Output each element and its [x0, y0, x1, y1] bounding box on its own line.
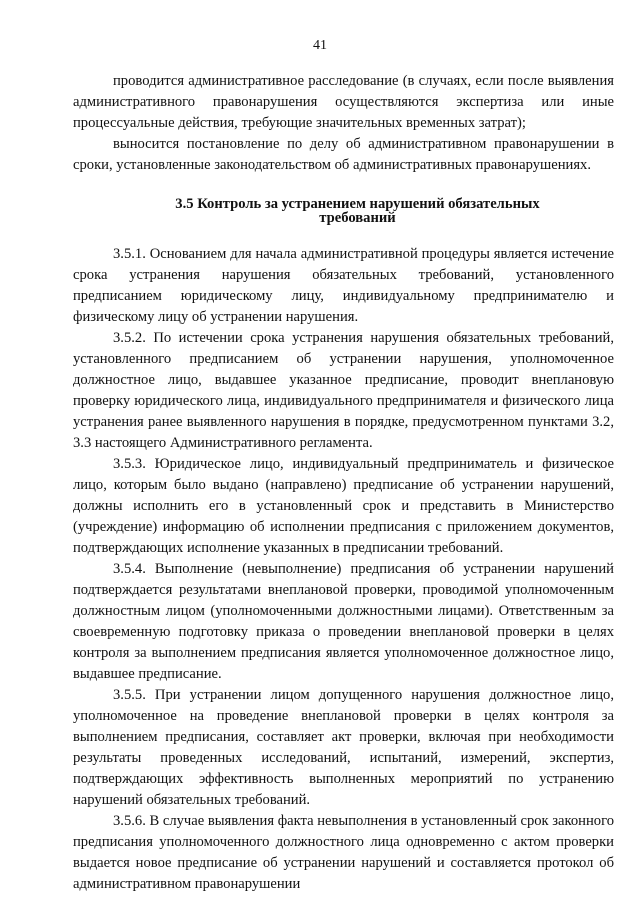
page-number: 41: [313, 38, 327, 53]
paragraph-3-5-4: 3.5.4. Выполнение (невыполнение) предписания об устранении нарушений подтверждается результатами внеплановой проверки, проводимой уполномоченным должностным лицом (уполномоченными должностными лицами). Ответственным за своевременную подготовку приказа о проведении внеплановой проверки в целях контроля за выполнением предписания является уполномоченное должностное лицо, выдавшее предписание.: [73, 561, 614, 682]
section-heading-line-2: требований: [319, 210, 396, 226]
paragraph-3-5-1: 3.5.1. Основанием для начала административной процедуры является истечение срока устранения нарушения обязательных требований, установленного предписанием юридическому лицу, индивидуальному предпринимателю и физическому лицу об устранении нарушения.: [73, 246, 614, 325]
paragraph-investigation: проводится административное расследование (в случаях, если после выявления административного правонарушения осуществляются экспертиза или иные процессуальные действия, требующие значительных временных затрат);: [73, 73, 614, 131]
paragraph-3-5-2: 3.5.2. По истечении срока устранения нарушения обязательных требований, установленного предписанием об устранении нарушения, уполномоченное должностное лицо, выдавшее указанное предписание, проводит внеплановую проверку юридического лица, индивидуального предпринимателя и физического лица устранения ранее выявленного нарушения в порядке, предусмотренном пунктами 3.2, 3.3 настоящего Административного регламента.: [73, 330, 614, 451]
section-heading-line-1: 3.5 Контроль за устранением нарушений обязательных: [175, 196, 540, 212]
paragraph-3-5-5: 3.5.5. При устранении лицом допущенного нарушения должностное лицо, уполномоченное на проведение внеплановой проверки в целях контроля за выполнением предписания, составляет акт проверки, включая при необходимости результаты проведенных исследований, испытаний, измерений, экспертиз, подтверждающих эффективность выполненных мероприятий по устранению нарушений обязательных требований.: [73, 687, 614, 808]
page-body: [73, 71, 614, 895]
paragraph-3-5-6: 3.5.6. В случае выявления факта невыполнения в установленный срок законного предписания уполномоченного должностного лица одновременно с актом проверки выдается новое предписание об устранении нарушений и составляется протокол об административном правонарушении: [73, 813, 615, 892]
section-heading: [73, 197, 614, 225]
paragraph-resolution: выносится постановление по делу об административном правонарушении в сроки, установленные законодательством об административных правонарушениях.: [73, 136, 614, 173]
paragraph-3-5-3: 3.5.3. Юридическое лицо, индивидуальный предприниматель и физическое лицо, которым было выдано (направлено) предписание об устранении нарушений, должны исполнить его в установленный срок и представить в Министерство (учреждение) информацию об исполнении предписания с приложением документов, подтверждающих исполнение указанных в предписании требований.: [73, 456, 614, 556]
